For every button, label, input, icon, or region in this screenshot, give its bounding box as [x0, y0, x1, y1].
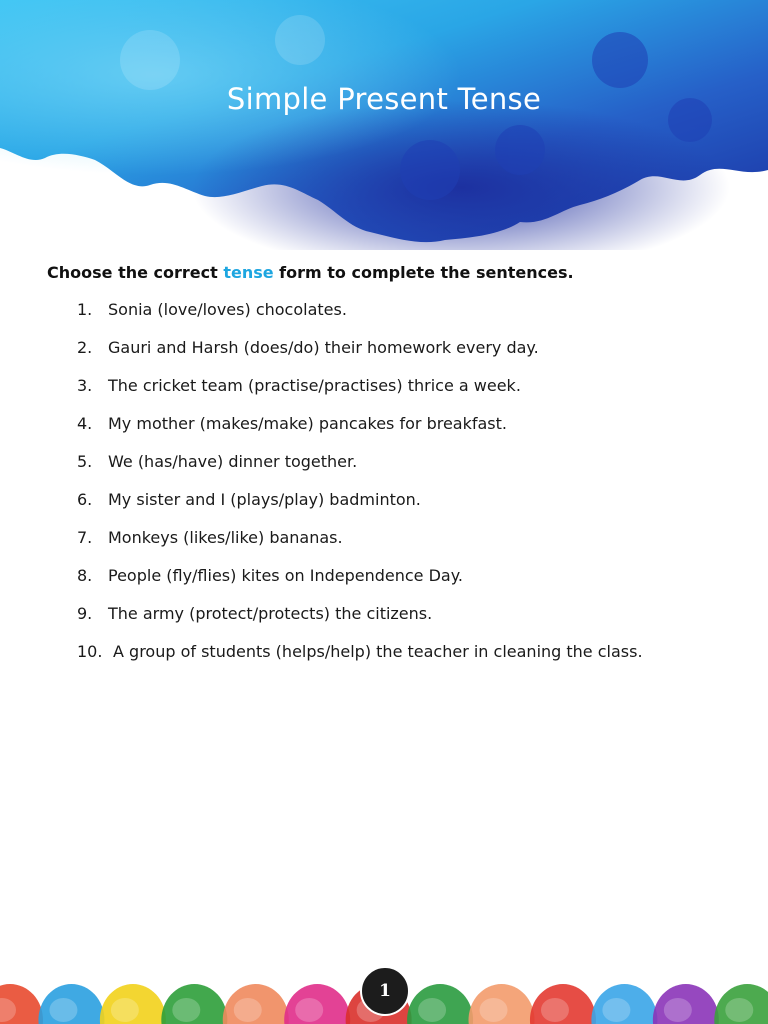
watercolor-dot-highlight	[480, 998, 508, 1022]
item-text: People (fly/flies) kites on Independence Day.	[108, 566, 463, 585]
item-text: The army (protect/protects) the citizens.	[108, 604, 433, 623]
item-text: Sonia (love/loves) chocolates.	[108, 300, 347, 319]
watercolor-dot-highlight	[418, 998, 446, 1022]
item-number: 6.	[77, 490, 93, 509]
watercolor-dot-highlight	[234, 998, 262, 1022]
item-text: Monkeys (likes/like) bananas.	[108, 528, 343, 547]
item-number: 1.	[77, 300, 93, 319]
watercolor-dot-highlight	[111, 998, 139, 1022]
item-number: 9.	[77, 604, 93, 623]
watercolor-dot-highlight	[172, 998, 200, 1022]
watercolor-dot-highlight	[664, 998, 692, 1022]
item-text: My sister and I (plays/play) badminton.	[108, 490, 421, 509]
watercolor-header-background	[0, 0, 768, 250]
item-number: 2.	[77, 338, 93, 357]
watercolor-dot-highlight	[295, 998, 323, 1022]
item-number: 7.	[77, 528, 93, 547]
item-text: A group of students (helps/help) the teacher in cleaning the class.	[113, 642, 643, 661]
item-text: Gauri and Harsh (does/do) their homework every day.	[108, 338, 539, 357]
item-text: The cricket team (practise/practises) thrice a week.	[108, 376, 521, 395]
item-text: We (has/have) dinner together.	[108, 452, 358, 471]
item-number: 3.	[77, 376, 93, 395]
watercolor-dot-highlight	[725, 998, 753, 1022]
watercolor-dot-highlight	[49, 998, 77, 1022]
watercolor-dot-highlight	[602, 998, 630, 1022]
instruction-after: form to complete the sentences.	[273, 263, 574, 282]
item-number: 8.	[77, 566, 93, 585]
item-text: My mother (makes/make) pancakes for breakfast.	[108, 414, 507, 433]
page-title: Simple Present Tense	[226, 82, 542, 116]
page-number-badge: 1	[360, 966, 410, 1016]
item-number: 5.	[77, 452, 93, 471]
instruction-text	[47, 263, 574, 282]
item-number: 4.	[77, 414, 93, 433]
instruction-before: Choose the correct	[47, 263, 224, 282]
instruction-highlight: tense	[223, 263, 274, 282]
watercolor-dot-highlight	[541, 998, 569, 1022]
item-number: 10.	[77, 642, 103, 661]
